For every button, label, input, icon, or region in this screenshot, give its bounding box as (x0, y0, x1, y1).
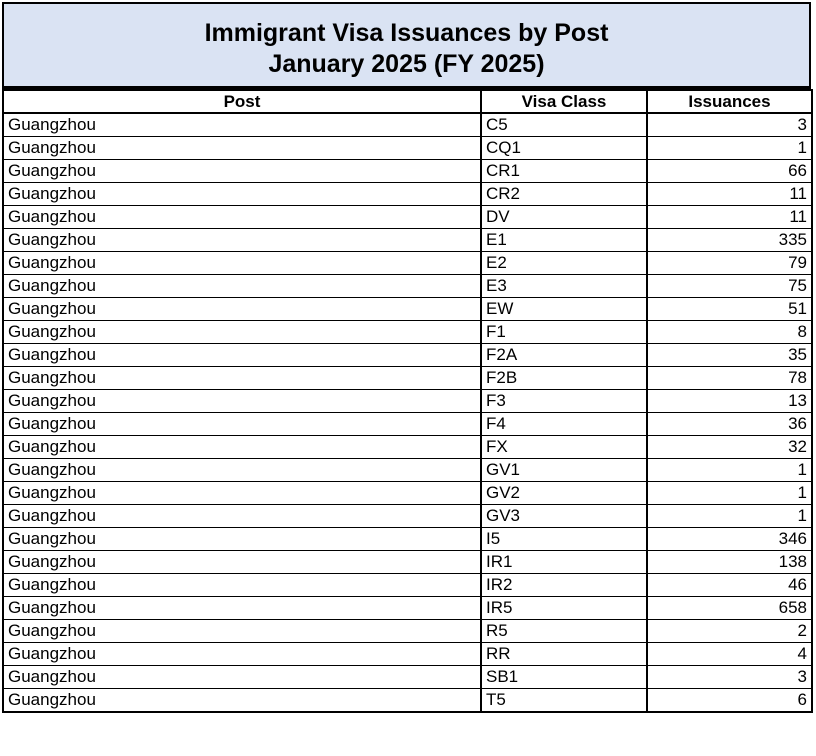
post-cell: Guangzhou (3, 367, 481, 390)
visa-class-cell: DV (481, 206, 647, 229)
table-row (3, 505, 812, 528)
post-cell: Guangzhou (3, 459, 481, 482)
table-row (3, 113, 812, 137)
table-row (3, 344, 812, 367)
issuance-table (2, 89, 813, 713)
table-row (3, 413, 812, 436)
issuances-cell: 13 (647, 390, 812, 413)
table-row (3, 137, 812, 160)
visa-class-cell: E1 (481, 229, 647, 252)
post-cell: Guangzhou (3, 206, 481, 229)
issuances-cell: 1 (647, 482, 812, 505)
visa-class-cell: CQ1 (481, 137, 647, 160)
table-row (3, 551, 812, 574)
table-row (3, 666, 812, 689)
issuances-cell: 78 (647, 367, 812, 390)
table-row (3, 574, 812, 597)
visa-class-column-header: Visa Class (481, 90, 647, 113)
issuances-cell: 51 (647, 298, 812, 321)
post-cell: Guangzhou (3, 689, 481, 713)
report-sheet (2, 2, 811, 713)
table-header-row (3, 90, 812, 113)
post-cell: Guangzhou (3, 551, 481, 574)
table-row (3, 436, 812, 459)
table-row (3, 252, 812, 275)
post-cell: Guangzhou (3, 275, 481, 298)
issuances-cell: 6 (647, 689, 812, 713)
post-cell: Guangzhou (3, 574, 481, 597)
issuances-cell: 66 (647, 160, 812, 183)
table-row (3, 206, 812, 229)
table-row (3, 620, 812, 643)
visa-class-cell: IR2 (481, 574, 647, 597)
post-cell: Guangzhou (3, 321, 481, 344)
post-cell: Guangzhou (3, 528, 481, 551)
visa-class-cell: FX (481, 436, 647, 459)
table-row (3, 298, 812, 321)
post-cell: Guangzhou (3, 413, 481, 436)
table-row (3, 528, 812, 551)
issuances-column-header: Issuances (647, 90, 812, 113)
issuances-cell: 1 (647, 505, 812, 528)
visa-class-cell: C5 (481, 113, 647, 137)
visa-class-cell: T5 (481, 689, 647, 713)
post-cell: Guangzhou (3, 183, 481, 206)
post-cell: Guangzhou (3, 298, 481, 321)
visa-class-cell: GV2 (481, 482, 647, 505)
issuances-cell: 1 (647, 137, 812, 160)
post-cell: Guangzhou (3, 597, 481, 620)
table-row (3, 321, 812, 344)
visa-class-cell: E2 (481, 252, 647, 275)
post-column-header: Post (3, 90, 481, 113)
issuances-cell: 3 (647, 113, 812, 137)
table-row (3, 275, 812, 298)
issuances-cell: 36 (647, 413, 812, 436)
visa-class-cell: R5 (481, 620, 647, 643)
table-row (3, 482, 812, 505)
visa-class-cell: F3 (481, 390, 647, 413)
post-cell: Guangzhou (3, 137, 481, 160)
issuances-cell: 75 (647, 275, 812, 298)
issuances-cell: 346 (647, 528, 812, 551)
report-title-banner (2, 2, 811, 89)
post-cell: Guangzhou (3, 344, 481, 367)
post-cell: Guangzhou (3, 113, 481, 137)
issuances-cell: 79 (647, 252, 812, 275)
issuances-cell: 658 (647, 597, 812, 620)
visa-class-cell: E3 (481, 275, 647, 298)
post-cell: Guangzhou (3, 436, 481, 459)
visa-class-cell: F1 (481, 321, 647, 344)
visa-class-cell: IR5 (481, 597, 647, 620)
report-title: Immigrant Visa Issuances by Post (204, 19, 609, 47)
visa-class-cell: GV1 (481, 459, 647, 482)
table-row (3, 367, 812, 390)
issuances-cell: 8 (647, 321, 812, 344)
report-period: January 2025 (FY 2025) (268, 50, 545, 78)
table-body (3, 113, 812, 712)
table-row (3, 390, 812, 413)
visa-class-cell: I5 (481, 528, 647, 551)
visa-class-cell: GV3 (481, 505, 647, 528)
issuances-cell: 3 (647, 666, 812, 689)
post-cell: Guangzhou (3, 482, 481, 505)
table-row (3, 643, 812, 666)
issuances-cell: 35 (647, 344, 812, 367)
visa-class-cell: F2B (481, 367, 647, 390)
issuances-cell: 138 (647, 551, 812, 574)
table-row (3, 183, 812, 206)
issuances-cell: 32 (647, 436, 812, 459)
visa-class-cell: CR1 (481, 160, 647, 183)
visa-class-cell: F2A (481, 344, 647, 367)
table-row (3, 229, 812, 252)
table-row (3, 459, 812, 482)
visa-class-cell: IR1 (481, 551, 647, 574)
issuances-cell: 335 (647, 229, 812, 252)
post-cell: Guangzhou (3, 252, 481, 275)
post-cell: Guangzhou (3, 666, 481, 689)
issuances-cell: 1 (647, 459, 812, 482)
post-cell: Guangzhou (3, 390, 481, 413)
visa-class-cell: SB1 (481, 666, 647, 689)
post-cell: Guangzhou (3, 643, 481, 666)
issuances-cell: 2 (647, 620, 812, 643)
issuances-cell: 46 (647, 574, 812, 597)
issuances-cell: 4 (647, 643, 812, 666)
table-row (3, 689, 812, 713)
visa-class-cell: F4 (481, 413, 647, 436)
table-row (3, 160, 812, 183)
visa-class-cell: EW (481, 298, 647, 321)
visa-class-cell: RR (481, 643, 647, 666)
post-cell: Guangzhou (3, 505, 481, 528)
issuances-cell: 11 (647, 206, 812, 229)
post-cell: Guangzhou (3, 620, 481, 643)
issuances-cell: 11 (647, 183, 812, 206)
post-cell: Guangzhou (3, 229, 481, 252)
visa-class-cell: CR2 (481, 183, 647, 206)
table-row (3, 597, 812, 620)
post-cell: Guangzhou (3, 160, 481, 183)
